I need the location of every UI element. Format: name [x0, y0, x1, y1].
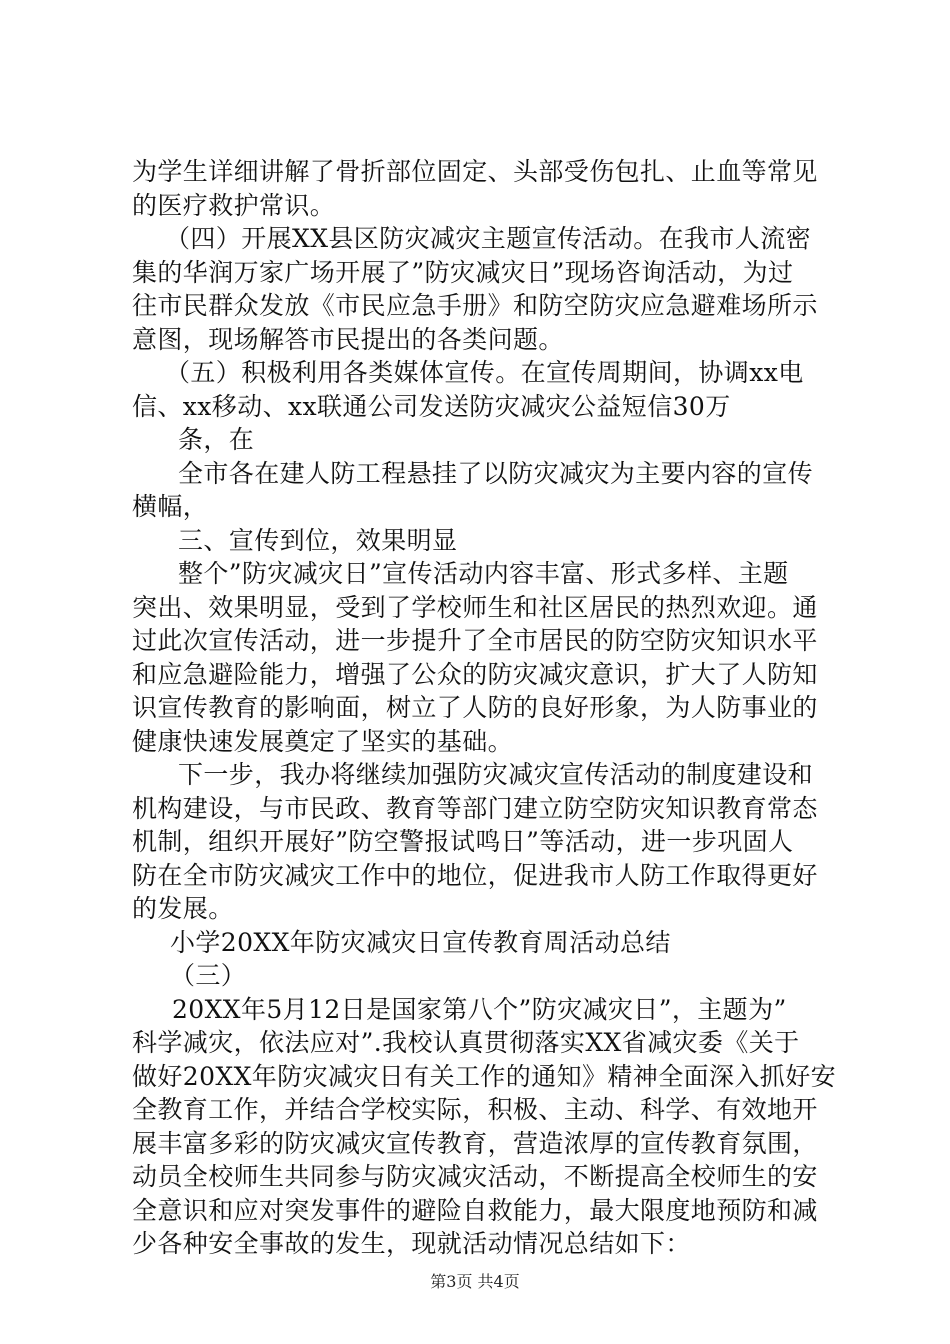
- text-line: 信、xx移动、xx联通公司发送防灾减灾公益短信30万: [132, 392, 731, 421]
- text-line: 科学减灾，依法应对”.我校认真贯彻落实XX省减灾委《关于: [132, 1028, 800, 1057]
- text-line: 过此次宣传活动，进一步提升了全市居民的防空防灾知识水平: [132, 626, 818, 655]
- text-line: 下一步，我办将继续加强防灾减灾宣传活动的制度建设和: [178, 760, 814, 789]
- text-line: 的发展。: [132, 894, 234, 923]
- text-line: 健康快速发展奠定了坚实的基础。: [132, 727, 514, 756]
- section-heading: 三、宣传到位，效果明显: [178, 526, 458, 555]
- text-line: 意图，现场解答市民提出的各类问题。: [132, 325, 564, 354]
- text-line: 动员全校师生共同参与防灾减灾活动，不断提高全校师生的安: [132, 1162, 818, 1191]
- text-line: （四）开展XX县区防灾减灾主题宣传活动。在我市人流密: [165, 224, 811, 253]
- text-line: 少各种安全事故的发生，现就活动情况总结如下：: [132, 1229, 691, 1258]
- text-line: 做好20XX年防灾减灾日有关工作的通知》精神全面深入抓好安: [132, 1062, 837, 1091]
- page-number-footer: 第3页 共4页: [430, 1272, 520, 1291]
- text-line: 往市民群众发放《市民应急手册》和防空防灾应急避难场所示: [132, 291, 818, 320]
- text-line: 展丰富多彩的防灾减灾宣传教育，营造浓厚的宣传教育氛围，: [132, 1129, 818, 1158]
- text-line: 防在全市防灾减灾工作中的地位，促进我市人防工作取得更好: [132, 861, 818, 890]
- document-title: 小学20XX年防灾减灾日宣传教育周活动总结: [170, 928, 671, 957]
- text-line: 为学生详细讲解了骨折部位固定、头部受伤包扎、止血等常见: [132, 157, 818, 186]
- text-line: 全市各在建人防工程悬挂了以防灾减灾为主要内容的宣传: [178, 459, 814, 488]
- text-line: 识宣传教育的影响面，树立了人防的良好形象，为人防事业的: [132, 693, 818, 722]
- text-line: 集的华润万家广场开展了”防灾减灾日”现场咨询活动，为过: [132, 258, 794, 287]
- text-line: （五）积极利用各类媒体宣传。在宣传周期间，协调xx电: [165, 358, 804, 387]
- text-line: 机构建设，与市民政、教育等部门建立防空防灾知识教育常态: [132, 794, 818, 823]
- text-line: 机制，组织开展好”防空警报试鸣日”等活动，进一步巩固人: [132, 827, 794, 856]
- document-subtitle: （三）: [170, 961, 247, 990]
- text-line: 20XX年5月12日是国家第八个”防灾减灾日”，主题为”: [172, 995, 787, 1024]
- text-line: 的医疗救护常识。: [132, 191, 336, 220]
- text-line: 整个”防灾减灾日”宣传活动内容丰富、形式多样、主题: [178, 559, 789, 588]
- text-line: 和应急避险能力，增强了公众的防灾减灾意识，扩大了人防知: [132, 660, 818, 689]
- text-line: 全教育工作，并结合学校实际，积极、主动、科学、有效地开: [132, 1095, 818, 1124]
- text-line: 横幅，: [132, 492, 209, 521]
- text-line: 条，在: [178, 425, 255, 454]
- text-line: 全意识和应对突发事件的避险自救能力，最大限度地预防和减: [132, 1196, 818, 1225]
- text-line: 突出、效果明显，受到了学校师生和社区居民的热烈欢迎。通: [132, 593, 818, 622]
